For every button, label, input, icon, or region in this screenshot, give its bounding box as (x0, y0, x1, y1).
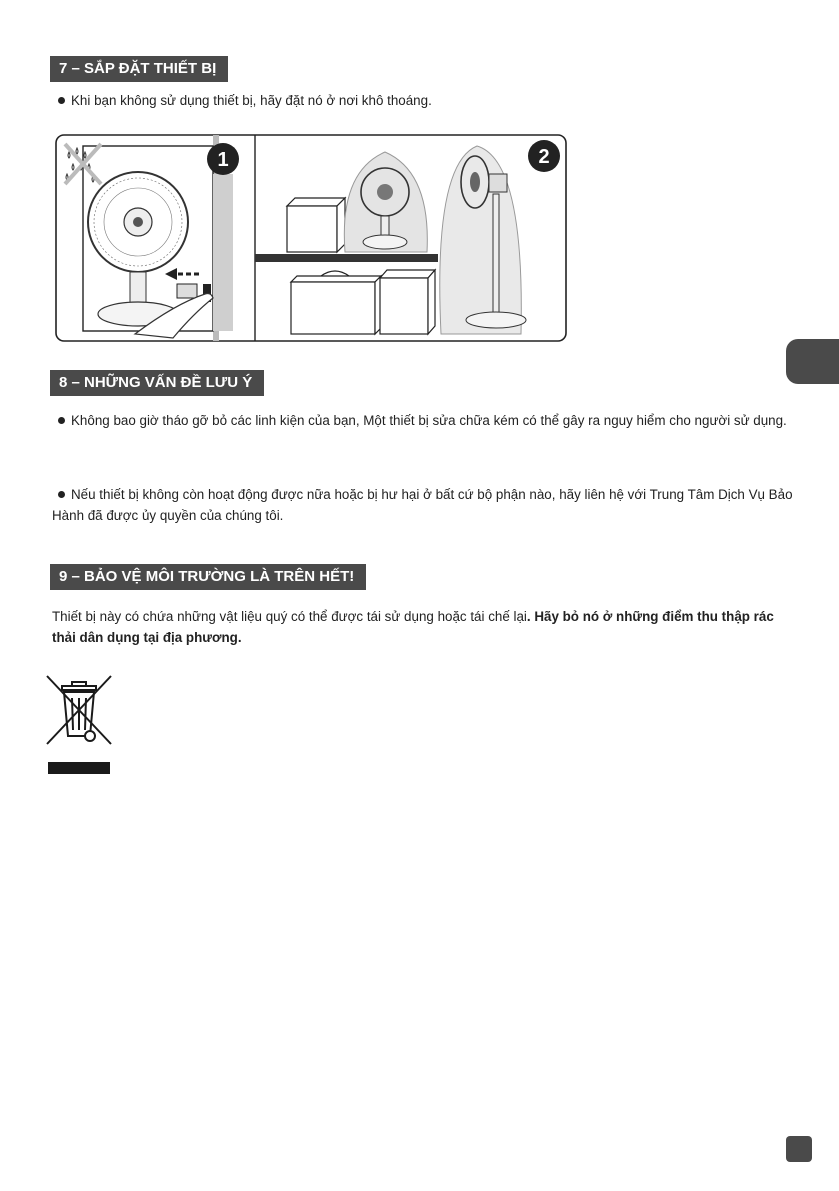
section-8-bullet-2: Nếu thiết bị không còn hoạt động được nữa hoặc bị hư hại ở bất cứ bộ phận nào, hãy liên hệ với Trung Tâm Dịch Vụ Bảo Hành đã được ủy quyền của chúng tôi. (52, 484, 797, 526)
section-9-heading: 9 – BẢO VỆ MÔI TRƯỜNG LÀ TRÊN HẾT! (50, 564, 366, 590)
step-2-badge: 2 (538, 146, 550, 168)
storage-illustration (55, 134, 567, 343)
step-1-badge: 1 (217, 149, 229, 171)
section-8-bullet-1: Không bao giờ tháo gỡ bỏ các linh kiện của bạn, Một thiết bị sửa chữa kém có thể gây ra nguy hiểm cho người sử dụng. (52, 410, 797, 431)
section-9-paragraph-bold: . Hãy bỏ nó ở những điểm thu thập rác thải dân dụng tại địa phương. (52, 609, 774, 645)
section-7-heading: 7 – SẮP ĐẶT THIẾT BỊ (50, 56, 228, 82)
section-9-paragraph (52, 606, 792, 648)
section-7-bullet: Khi bạn không sử dụng thiết bị, hãy đặt nó ở nơi khô thoáng. (58, 90, 778, 111)
crossed-out-wheelie-bin-icon (44, 672, 114, 776)
section-9-paragraph-text: Thiết bị này có chứa những vật liệu quý có thể được tái sử dụng hoặc tái chế lại (52, 609, 527, 624)
section-8-heading: 8 – NHỮNG VẤN ĐỀ LƯU Ý (50, 370, 264, 396)
side-tab (786, 339, 839, 384)
page-number-tab (786, 1136, 812, 1162)
